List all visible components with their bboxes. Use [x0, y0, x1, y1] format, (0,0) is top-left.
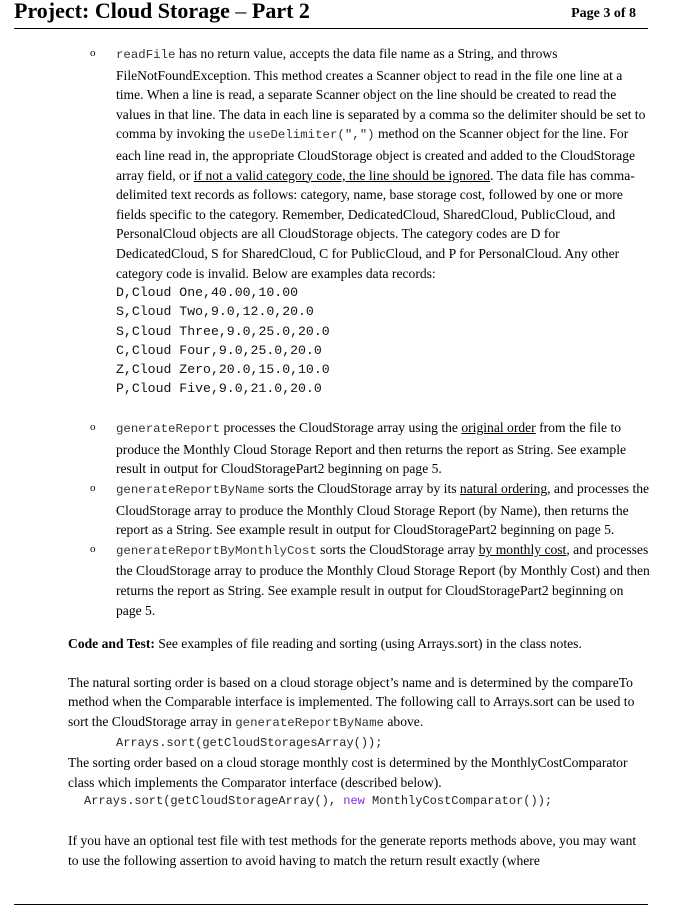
data-record: S,Cloud Two,9.0,12.0,20.0 — [116, 304, 314, 320]
cost-sort-paragraph: The sorting order based on a cloud storage monthly cost is determined by the MonthlyCostComparator class which implements the Comparator interface (described below). Arrays.sort(getCloudStorageArray(), new MonthlyCostComparator()); — [0, 753, 682, 812]
data-records — [116, 283, 650, 398]
data-record: C,Cloud Four,9.0,25.0,20.0 — [116, 342, 322, 358]
page-bottom-rule — [14, 904, 648, 905]
bullet-readfile: o readFile has no return value, accepts the data file name as a String, and throws FileNotFoundException. This method creates a Scanner object to read in the file one line at a time. When a line is read, a separate Scanner object on the line should be created to read the values in that line. The data in each line is separated by a comma so the delimiter should be set to comma by invoking the useDelimiter(",") method on the Scanner object for the line. For each line read in, the appropriate CloudStorage object is created and added to the CloudStorage array field, or if not a valid category code, the line should be ignored. The data file has comma-delimited text records as follows: category, name, base storage cost, followed by one or more fields specific to the category. Remember, DedicatedCloud, SharedCloud, PublicCloud, and PersonalCloud objects are all CloudStorage objects. The category codes are D for DedicatedCloud, S for SharedCloud, C for PublicCloud, and P for PersonalCloud. Any other category code is invalid. Below are examples data records: D,Cloud One,40.00,10.00 S,Cloud Two,9.0,12.0,20.0 S,Cloud Three,9.0,25.0,20.0 C,Cloud Four,9.0,25.0,20.0 Z,Cloud Zero,20.0,15.0,10.0 P,Cloud Five,9.0,21.0,20.0 — [0, 44, 682, 398]
natural-sort-call: Arrays.sort(getCloudStoragesArray()); — [116, 735, 383, 750]
bullet-circle-icon: o — [90, 482, 96, 495]
bullet-generate-report: o generateReport processes the CloudStorage array using the original order from the file to produce the Monthly Cloud Storage Report and then returns the report as String. See example result in output for CloudStoragePart2 beginning on page 5. — [90, 420, 627, 477]
bullet-circle-icon: o — [90, 421, 96, 434]
data-record: P,Cloud Five,9.0,21.0,20.0 — [116, 381, 322, 397]
data-record: D,Cloud One,40.00,10.00 — [116, 285, 299, 301]
bullet-circle-icon: o — [90, 542, 96, 555]
cost-sort-call: Arrays.sort(getCloudStorageArray(), new MonthlyCostComparator()); — [84, 794, 553, 809]
data-record: S,Cloud Three,9.0,25.0,20.0 — [116, 323, 330, 339]
document-body — [0, 44, 682, 870]
page-number: Page 3 of 8 — [571, 6, 636, 21]
data-record: Z,Cloud Zero,20.0,15.0,10.0 — [116, 361, 330, 377]
page-title: Project: Cloud Storage – Part 2 — [14, 0, 310, 23]
bullet-generate-report-by-cost: o generateReportByMonthlyCost sorts the CloudStorage array by monthly cost, and processes the CloudStorage array to produce the Monthly Cloud Storage Report (by Monthly Cost) and then returns the report as String. See example result in output for CloudStoragePart2 beginning on page 5. — [90, 541, 650, 618]
bullet-circle-icon: o — [90, 47, 96, 59]
page-header — [14, 0, 648, 29]
natural-sort-paragraph: The natural sorting order is based on a cloud storage object’s name and is determined by the compareTo method when the Comparable interface is implemented. The following call to Arrays.sort can be used to sort the CloudStorage array in generateReportByName above. Arrays.sort(getCloudStoragesArray()); — [0, 673, 682, 753]
code-and-test-paragraph: Code and Test: See examples of file reading and sorting (using Arrays.sort) in the class notes. — [68, 636, 582, 652]
optional-test-paragraph: If you have an optional test file with test methods for the generate reports methods above, you may want to use the following assertion to avoid having to match the return result exactly (where — [68, 832, 637, 868]
bullet-generate-report-by-name: o generateReportByName sorts the CloudStorage array by its natural ordering, and processes the CloudStorage array to produce the Monthly Cloud Storage Report (by Name), then returns the report as a String. See example result in output for CloudStoragePart2 beginning on page 5. — [90, 481, 650, 538]
